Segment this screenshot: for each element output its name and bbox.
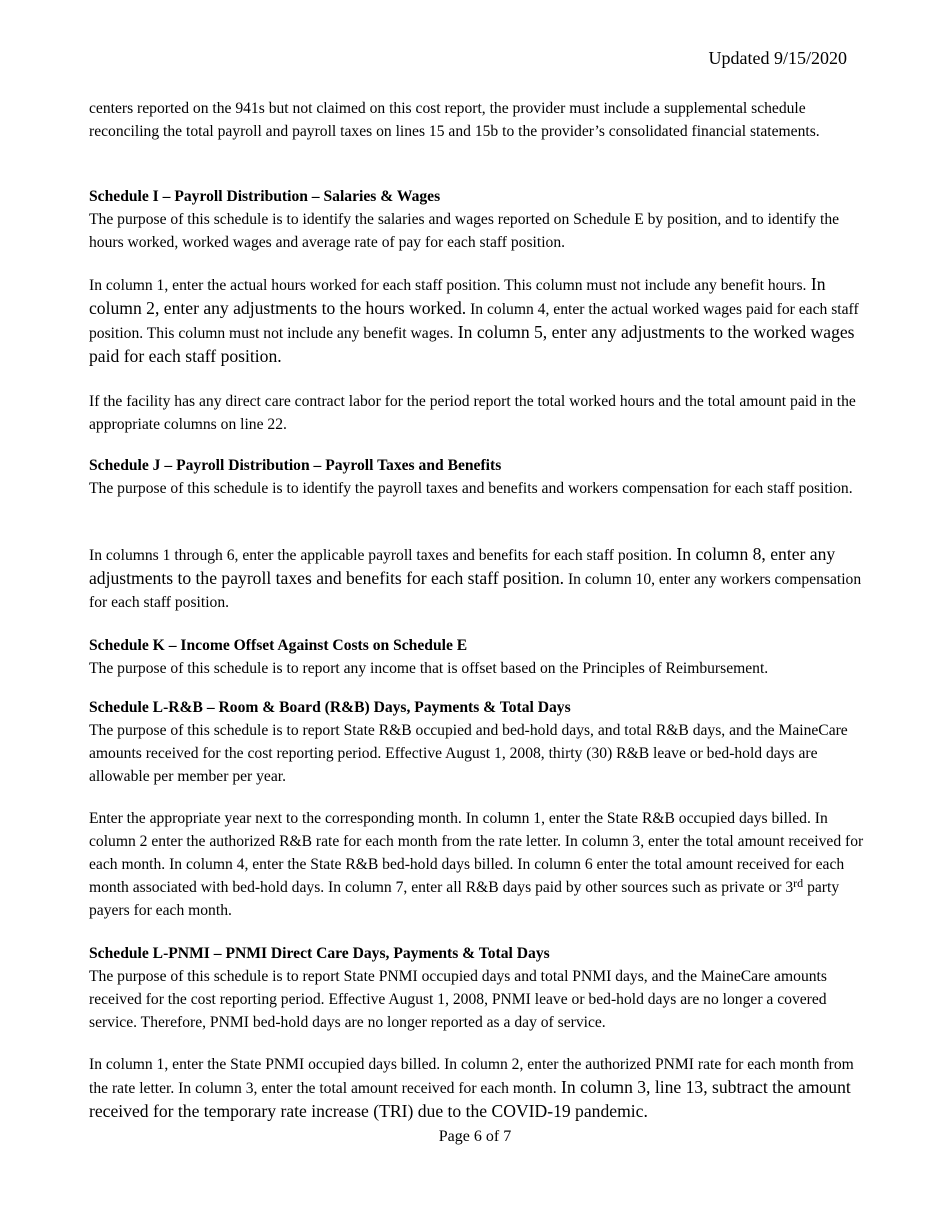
superscript: rd (793, 876, 804, 890)
schedule-i-heading: Schedule I – Payroll Distribution – Salaries & Wages (89, 188, 441, 205)
schedule-j-purpose: The purpose of this schedule is to identify the payroll taxes and benefits and workers compensation for each staff position. (89, 480, 853, 497)
schedule-i-instructions (89, 273, 864, 369)
schedule-lrb-purpose: The purpose of this schedule is to report State R&B occupied and bed-hold days, and total R&B days, and the MaineCare amounts received for the cost reporting period. Effective August 1, 2008, thirty (30) R&B leave or bed-hold days are allowable per member per year. (89, 722, 848, 785)
text-run: In column 4, enter the actual worked wages paid for each staff position. This column must not include any benefit wages. (89, 301, 859, 342)
schedule-lpnmi-instructions (89, 1053, 864, 1124)
schedule-i-contract-labor: If the facility has any direct care contract labor for the period report the total worked hours and the total amount paid in the appropriate columns on line 22. (89, 393, 856, 433)
intro-paragraph: centers reported on the 941s but not claimed on this cost report, the provider must include a supplemental schedule reconciling the total payroll and payroll taxes on lines 15 and 15b to the provider’s consolidated financial statements. (89, 100, 820, 140)
text-run: In column 5, enter any adjustments to the worked wages paid for each staff position. (89, 322, 855, 366)
text-run: In column 2, enter any adjustments to the hours worked. (89, 274, 826, 318)
schedule-lpnmi-heading: Schedule L-PNMI – PNMI Direct Care Days, Payments & Total Days (89, 945, 550, 962)
updated-date: Updated 9/15/2020 (708, 48, 847, 68)
text-run: Enter the appropriate year next to the corresponding month. In column 1, enter the State R&B occupied days billed. In column 2 enter the authorized R&B rate for each month from the rate letter. In column 3, enter the total amount received for each month. In column 4, enter the State R&B bed-hold days billed. In column 6 enter the total amount received for each month associated with bed-hold days. In column 7, enter all R&B days paid by other sources such as private or 3 (89, 810, 864, 896)
page-number: Page 6 of 7 (438, 1128, 512, 1145)
schedule-lpnmi-purpose: The purpose of this schedule is to report State PNMI occupied days and total PNMI days, and the MaineCare amounts received for the cost reporting period. Effective August 1, 2008, PNMI leave or bed-hold days are no longer a covered service. Therefore, PNMI bed-hold days are no longer reported as a day of service. (89, 968, 827, 1031)
text-run: In column 1, enter the State PNMI occupied days billed. In column 2, enter the authorized PNMI rate for each month from the rate letter. In column 3, enter the total amount received for each month. (89, 1056, 854, 1097)
schedule-i-purpose: The purpose of this schedule is to identify the salaries and wages reported on Schedule E by position, and to identify the hours worked, worked wages and average rate of pay for each staff position. (89, 211, 840, 251)
schedule-lrb-instructions (89, 807, 864, 922)
schedule-j-instructions (89, 543, 864, 614)
text-run: In columns 1 through 6, enter the applicable payroll taxes and benefits for each staff position. (89, 547, 673, 564)
text-run: In column 3, line 13, subtract the amount received for the temporary rate increase (TRI) due to the COVID-19 pandemic. (89, 1077, 851, 1121)
schedule-lrb-heading: Schedule L-R&B – Room & Board (R&B) Days, Payments & Total Days (89, 699, 571, 716)
schedule-j-heading: Schedule J – Payroll Distribution – Payroll Taxes and Benefits (89, 457, 502, 474)
text-run: In column 8, enter any adjustments to the payroll taxes and benefits for each staff position. (89, 544, 836, 588)
schedule-k-heading: Schedule K – Income Offset Against Costs on Schedule E (89, 637, 468, 654)
text-run: party payers for each month. (89, 879, 840, 919)
text-run: In column 1, enter the actual hours worked for each staff position. This column must not include any benefit hours. (89, 277, 807, 294)
text-run: In column 10, enter any workers compensation for each staff position. (89, 571, 862, 611)
schedule-k-purpose: The purpose of this schedule is to report any income that is offset based on the Principles of Reimbursement. (89, 660, 769, 677)
